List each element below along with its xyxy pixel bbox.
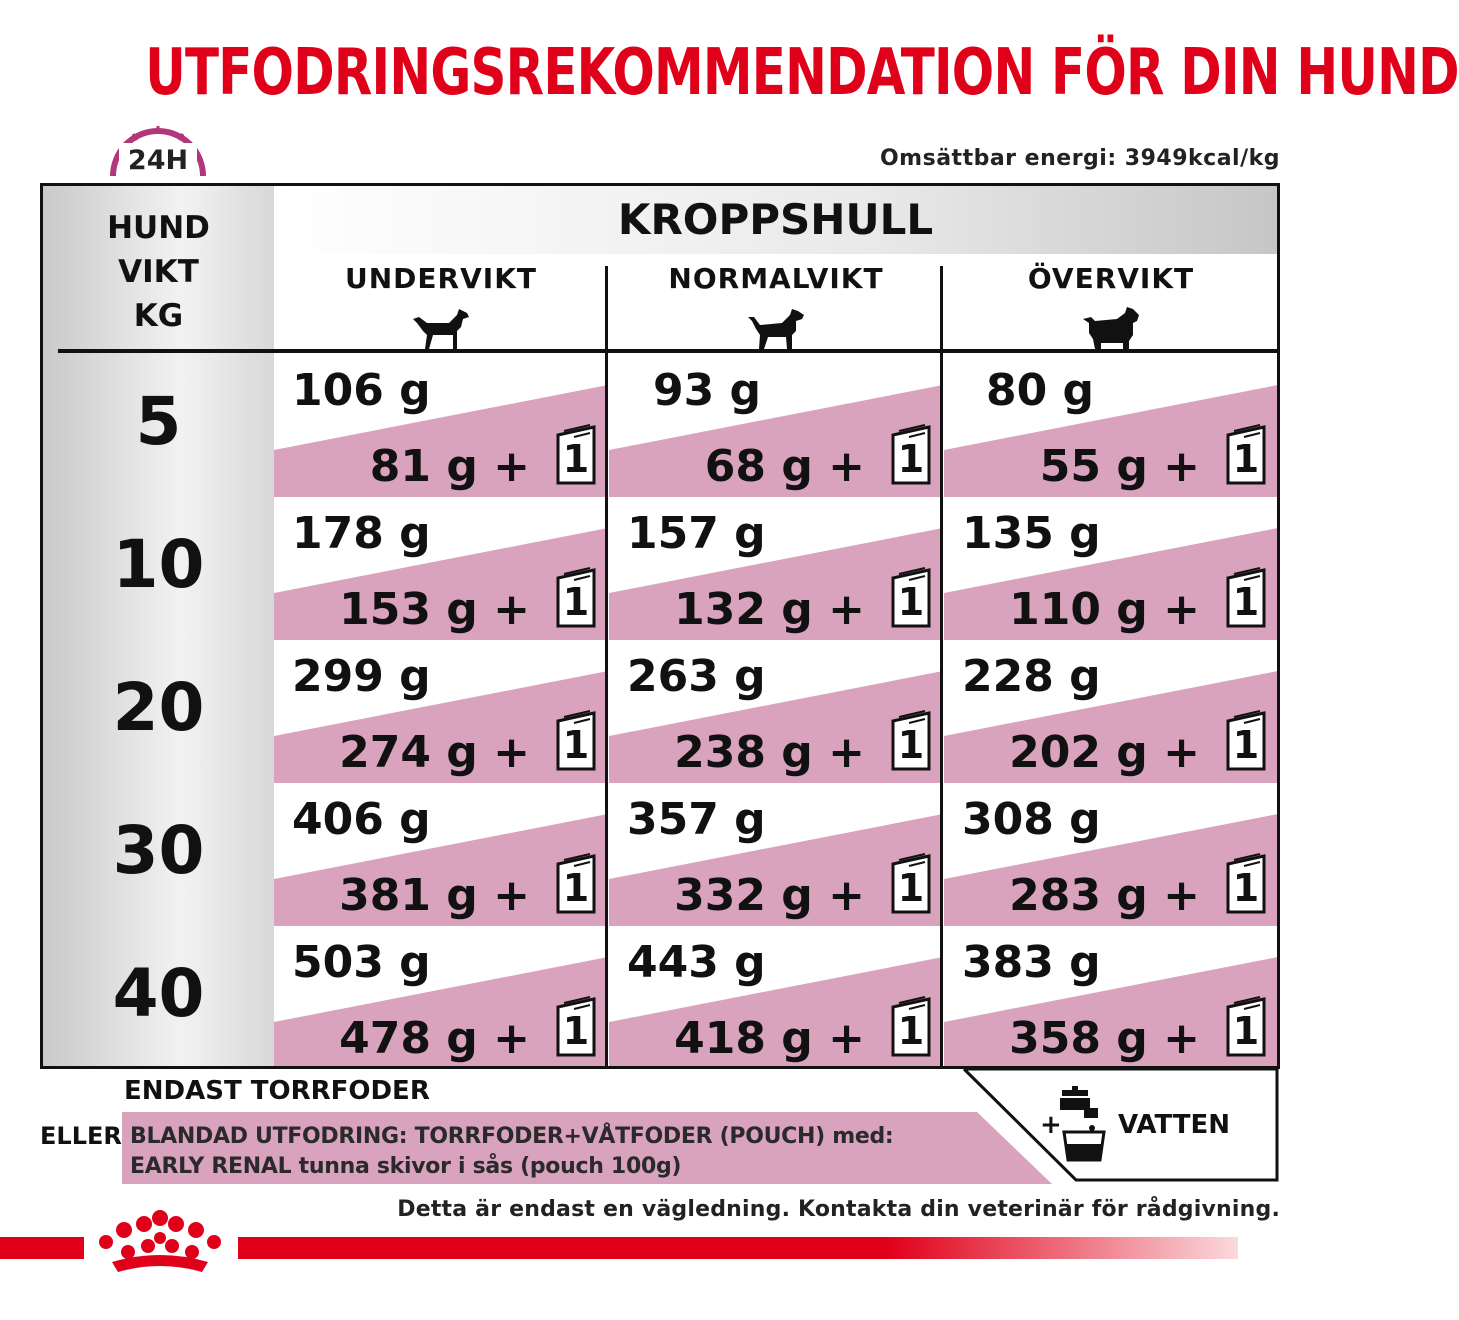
dry-amount: 93 g — [653, 365, 762, 416]
brand-bar-right — [238, 1237, 1238, 1259]
body-condition-header: KROPPSHULL — [617, 195, 934, 244]
mixed-amount: 238 g + — [674, 727, 865, 778]
legend-dry-only: ENDAST TORRFODER — [124, 1076, 430, 1106]
pouch-count: 1 — [562, 1009, 590, 1053]
dry-amount: 308 g — [962, 794, 1101, 845]
mixed-amount: 81 g + — [369, 441, 530, 492]
dry-amount: 106 g — [292, 365, 431, 416]
column-header-label: NORMALVIKT — [668, 262, 884, 295]
pouch-count: 1 — [897, 723, 925, 767]
pouch-count: 1 — [897, 1009, 925, 1053]
column-header-label: UNDERVIKT — [345, 262, 537, 295]
legend-mixed-line: EARLY RENAL tunna skivor i sås (pouch 100g) — [130, 1154, 682, 1179]
weight-value: 20 — [112, 669, 205, 746]
weight-value: 10 — [112, 526, 205, 603]
dry-amount: 80 g — [986, 365, 1095, 416]
dry-amount: 228 g — [962, 651, 1101, 702]
dry-amount: 178 g — [292, 508, 431, 559]
pouch-count: 1 — [562, 580, 590, 624]
brand-bar-left — [0, 1237, 84, 1259]
mixed-amount: 478 g + — [339, 1013, 530, 1064]
mixed-amount: 202 g + — [1009, 727, 1200, 778]
pouch-count: 1 — [897, 580, 925, 624]
water-label: VATTEN — [1118, 1110, 1231, 1140]
dry-amount: 383 g — [962, 937, 1101, 988]
mixed-amount: 132 g + — [674, 584, 865, 635]
weight-value: 40 — [112, 955, 205, 1032]
dry-amount: 357 g — [627, 794, 766, 845]
dry-amount: 503 g — [292, 937, 431, 988]
legend-or: ELLER — [40, 1122, 122, 1150]
royal-canin-crown-logo — [92, 1208, 228, 1280]
pouch-count: 1 — [1232, 723, 1260, 767]
weight-header-line: VIKT — [118, 254, 199, 290]
weight-value: 5 — [135, 383, 182, 460]
pouch-count: 1 — [897, 437, 925, 481]
table-frame — [40, 183, 1280, 1069]
clock-label: 24H — [119, 143, 197, 179]
dry-amount: 135 g — [962, 508, 1101, 559]
mixed-amount: 110 g + — [1009, 584, 1200, 635]
pouch-count: 1 — [1232, 437, 1260, 481]
dry-amount: 299 g — [292, 651, 431, 702]
mixed-amount: 418 g + — [674, 1013, 865, 1064]
mixed-amount: 381 g + — [339, 870, 530, 921]
disclaimer: Detta är endast en vägledning. Kontakta din veterinär för rådgivning. — [397, 1197, 1280, 1222]
pouch-count: 1 — [1232, 1009, 1260, 1053]
column-header-label: ÖVERVIKT — [1027, 262, 1195, 295]
page-title: UTFODRINGSREKOMMENDATION FÖR DIN HUND — [145, 36, 1459, 110]
energy-text: Omsättbar energi: 3949kcal/kg — [879, 146, 1280, 171]
mixed-amount: 55 g + — [1039, 441, 1200, 492]
pouch-count: 1 — [1232, 580, 1260, 624]
mixed-amount: 153 g + — [339, 584, 530, 635]
mixed-amount: 283 g + — [1009, 870, 1200, 921]
mixed-amount: 332 g + — [674, 870, 865, 921]
weight-value: 30 — [112, 812, 205, 889]
pouch-count: 1 — [562, 723, 590, 767]
water-plus: + — [1040, 1110, 1062, 1140]
pouch-count: 1 — [897, 866, 925, 910]
mixed-amount: 68 g + — [704, 441, 865, 492]
dry-amount: 443 g — [627, 937, 766, 988]
legend-mixed-text — [130, 1122, 893, 1182]
mixed-amount: 274 g + — [339, 727, 530, 778]
legend-mixed-line: BLANDAD UTFODRING: TORRFODER+VÅTFODER (POUCH) med: — [130, 1124, 894, 1149]
pouch-count: 1 — [1232, 866, 1260, 910]
dry-amount: 406 g — [292, 794, 431, 845]
pouch-count: 1 — [562, 866, 590, 910]
mixed-amount: 358 g + — [1009, 1013, 1200, 1064]
weight-header-line: HUND — [107, 210, 210, 246]
weight-header-line: KG — [133, 298, 184, 334]
dry-amount: 157 g — [627, 508, 766, 559]
dry-amount: 263 g — [627, 651, 766, 702]
pouch-count: 1 — [562, 437, 590, 481]
